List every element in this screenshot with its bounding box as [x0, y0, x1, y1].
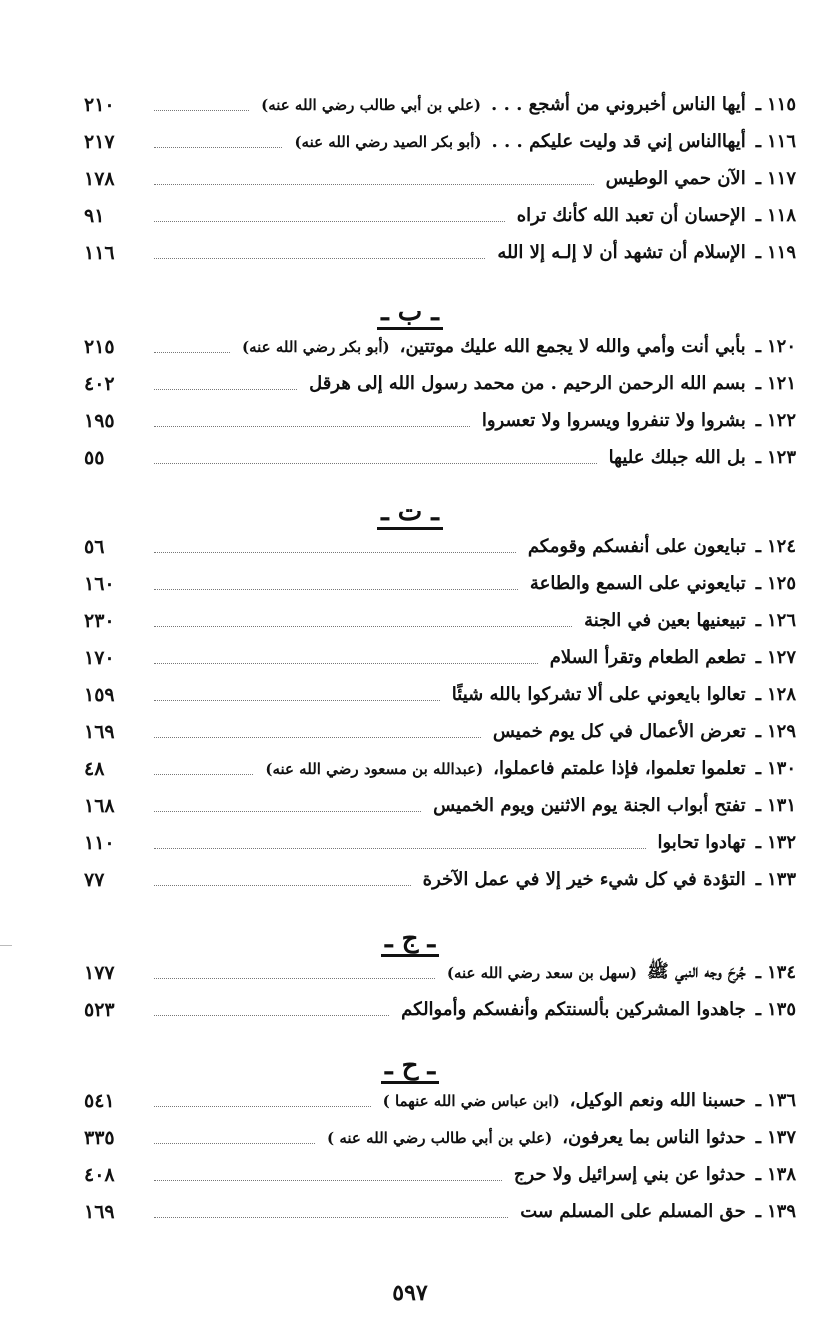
dot-leader	[154, 774, 253, 775]
entry-page-ref: ٤٨	[84, 757, 105, 780]
index-entry	[84, 328, 796, 365]
entry-text: تبيعنيها بعين في الجنة	[584, 610, 746, 631]
index-entry	[84, 713, 796, 750]
entry-text: حسبنا الله ونعم الوكيل،	[569, 1090, 746, 1111]
section-heading	[0, 297, 820, 330]
entry-page-ref: ١٦٩	[84, 720, 115, 743]
entry-list	[84, 1082, 796, 1230]
entry-page-ref: ٥٥	[84, 446, 105, 469]
entry-text: حق المسلم على المسلم ست	[520, 1201, 746, 1222]
entry-page-ref: ١٧٠	[84, 646, 115, 669]
entry-text: جاهدوا المشركين بألسنتكم وأنفسكم وأموالكم	[401, 999, 746, 1020]
entry-number: ١١٥	[766, 94, 796, 115]
entry-text: الآن حمي الوطيس	[605, 168, 746, 189]
entry-page-ref: ١٦٠	[84, 572, 115, 595]
entry-page-ref: ١٦٨	[84, 794, 115, 817]
entry-number: ١٢٤	[766, 536, 796, 557]
index-entry	[84, 160, 796, 197]
entry-page-ref: ١٧٨	[84, 167, 115, 190]
entry-list	[84, 528, 796, 898]
entry-page-ref: ١٥٩	[84, 683, 115, 706]
dot-leader	[154, 700, 440, 701]
entry-dash: ـ	[755, 795, 761, 816]
section-heading	[0, 497, 820, 530]
entry-page-ref: ١٧٧	[84, 961, 115, 984]
index-entry	[84, 1082, 796, 1119]
entry-number: ١٢٠	[766, 336, 796, 357]
entry-dash: ـ	[755, 758, 761, 779]
entry-number: ١٣٦	[766, 1090, 796, 1111]
entry-dash: ـ	[755, 205, 761, 226]
entry-dash: ـ	[755, 1127, 761, 1148]
index-entry	[84, 991, 796, 1028]
entry-page-ref: ١١٦	[84, 241, 115, 264]
index-entry	[84, 676, 796, 713]
entry-number: ١١٩	[766, 242, 796, 263]
entry-number: ١٣٥	[766, 999, 796, 1020]
entry-dash: ـ	[755, 721, 761, 742]
index-entry	[84, 1156, 796, 1193]
entry-number: ١٣١	[766, 795, 796, 816]
entry-page-ref: ٥٢٣	[84, 998, 115, 1021]
dot-leader	[154, 352, 230, 353]
entry-text: بشروا ولا تنفروا ويسروا ولا تعسروا	[481, 410, 746, 431]
entry-dash: ـ	[755, 410, 761, 431]
index-entry	[84, 1119, 796, 1156]
entry-text: جُرحَ وجه النبي ﷺ	[647, 960, 746, 982]
index-entry	[84, 750, 796, 787]
entry-number: ١٢٦	[766, 610, 796, 631]
entry-dash: ـ	[755, 1090, 761, 1111]
entry-attribution: (أبو بكر رضي الله عنه)	[241, 337, 390, 356]
entry-dash: ـ	[755, 447, 761, 468]
index-entry	[84, 787, 796, 824]
dot-leader	[154, 110, 249, 111]
entry-dash: ـ	[755, 131, 761, 152]
entry-text: تعرض الأعمال في كل يوم خميس	[492, 721, 746, 742]
entry-number: ١٢١	[766, 373, 796, 394]
entry-number: ١٢٩	[766, 721, 796, 742]
entry-page-ref: ٥٦	[84, 535, 105, 558]
entry-dash: ـ	[755, 573, 761, 594]
entry-number: ١١٦	[766, 131, 796, 152]
entry-number: ١٣٣	[766, 869, 796, 890]
entry-page-ref: ٢١٥	[84, 335, 115, 358]
entry-text: التؤدة في كل شيء خير إلا في عمل الآخرة	[422, 869, 746, 890]
dot-leader	[154, 1015, 389, 1016]
index-entry	[84, 602, 796, 639]
entry-dash: ـ	[755, 1164, 761, 1185]
entry-dash: ـ	[755, 684, 761, 705]
dot-leader	[154, 221, 505, 222]
entry-dash: ـ	[755, 373, 761, 394]
dot-leader	[154, 426, 470, 427]
section-letter: ـ ح ـ	[381, 1053, 439, 1084]
dot-leader	[154, 885, 411, 886]
entry-text: تبايعوني على السمع والطاعة	[529, 573, 746, 594]
index-entry	[84, 565, 796, 602]
entry-text: الإحسان أن تعبد الله كأنك تراه	[516, 205, 746, 226]
entry-page-ref: ٤٠٢	[84, 372, 115, 395]
entry-list	[84, 86, 796, 271]
dot-leader	[154, 626, 572, 627]
entry-attribution: (سهل بن سعد رضي الله عنه)	[446, 963, 638, 982]
entry-text: تعالوا بايعوني على ألا تشركوا بالله شيئًا	[451, 684, 746, 705]
entry-page-ref: ٤٠٨	[84, 1163, 115, 1186]
entry-text: تفتح أبواب الجنة يوم الاثنين ويوم الخميس	[433, 795, 746, 816]
entry-page-ref: ٢١٧	[84, 130, 115, 153]
entry-page-ref: ١٦٩	[84, 1200, 115, 1223]
index-entry	[84, 861, 796, 898]
entry-number: ١٣٩	[766, 1201, 796, 1222]
entry-dash: ـ	[755, 242, 761, 263]
entry-text: تطعم الطعام وتقرأ السلام	[549, 647, 746, 668]
dot-leader	[154, 1180, 502, 1181]
entry-number: ١٣٧	[766, 1127, 796, 1148]
entry-text: بسم الله الرحمن الرحيم . من محمد رسول الله إلى هرقل	[309, 373, 746, 394]
entry-number: ١٢٥	[766, 573, 796, 594]
entry-text: بأبي أنت وأمي والله لا يجمع الله عليك موتتين،	[399, 336, 746, 357]
entry-number: ١٣٠	[766, 758, 796, 779]
section-heading	[0, 924, 820, 957]
dot-leader	[154, 258, 485, 259]
entry-page-ref: ٧٧	[84, 868, 105, 891]
entry-number: ١٣٤	[766, 962, 796, 983]
entry-number: ١٢٧	[766, 647, 796, 668]
entry-number: ١١٧	[766, 168, 796, 189]
entry-text: تبايعون على أنفسكم وقومكم	[527, 536, 746, 557]
entry-attribution: (أبو بكر الصيد رضي الله عنه)	[294, 132, 482, 151]
entry-dash: ـ	[755, 999, 761, 1020]
dot-leader	[154, 811, 421, 812]
section-heading	[0, 1051, 820, 1084]
index-entry	[84, 234, 796, 271]
entry-dash: ـ	[755, 168, 761, 189]
dot-leader	[154, 147, 282, 148]
section-letter: ـ ج ـ	[381, 926, 439, 957]
entry-number: ١١٨	[766, 205, 796, 226]
entry-page-ref: ٥٤١	[84, 1089, 115, 1112]
entry-text: بل الله جبلك عليها	[608, 447, 746, 468]
entry-number: ١٣٨	[766, 1164, 796, 1185]
entry-number: ١٣٢	[766, 832, 796, 853]
entry-attribution: (علي بن أبي طالب رضي الله عنه)	[261, 95, 482, 114]
entry-dash: ـ	[755, 536, 761, 557]
index-entry	[84, 197, 796, 234]
entry-page-ref: ١١٠	[84, 831, 115, 854]
entry-text: حدثوا عن بني إسرائيل ولا حرج	[513, 1164, 746, 1185]
entry-number: ١٢٢	[766, 410, 796, 431]
entry-list	[84, 328, 796, 476]
entry-text: أيهاالناس إني قد وليت عليكم . . .	[491, 131, 746, 152]
entry-text: أيها الناس أخبروني من أشجع . . .	[491, 94, 746, 115]
dot-leader	[154, 1106, 371, 1107]
dot-leader	[154, 978, 435, 979]
dot-leader	[154, 1217, 508, 1218]
entry-page-ref: ١٩٥	[84, 409, 115, 432]
index-entry	[84, 824, 796, 861]
page-number: ٥٩٧	[392, 1280, 428, 1306]
entry-page-ref: ٢١٠	[84, 93, 115, 116]
dot-leader	[154, 848, 646, 849]
dot-leader	[154, 663, 538, 664]
entry-list	[84, 954, 796, 1028]
entry-text: حدثوا الناس بما يعرفون،	[562, 1127, 746, 1148]
margin-mark	[0, 945, 12, 946]
index-entry	[84, 439, 796, 476]
entry-dash: ـ	[755, 610, 761, 631]
index-entry	[84, 1193, 796, 1230]
entry-attribution: (علي بن أبي طالب رضي الله عنه )	[327, 1128, 553, 1147]
entry-dash: ـ	[755, 832, 761, 853]
dot-leader	[154, 1143, 315, 1144]
entry-dash: ـ	[755, 336, 761, 357]
index-entry	[84, 639, 796, 676]
dot-leader	[154, 737, 481, 738]
entry-attribution: (عبدالله بن مسعود رضي الله عنه)	[265, 759, 484, 778]
index-entry	[84, 123, 796, 160]
entry-dash: ـ	[755, 869, 761, 890]
entry-number: ١٢٨	[766, 684, 796, 705]
entry-page-ref: ٣٣٥	[84, 1126, 115, 1149]
entry-text: تهادوا تحابوا	[657, 832, 746, 853]
entry-text: تعلموا تعلموا، فإذا علمتم فاعملوا،	[493, 758, 746, 779]
index-entry	[84, 365, 796, 402]
dot-leader	[154, 184, 594, 185]
section-letter: ـ ت ـ	[377, 499, 443, 530]
entry-text: الإسلام أن تشهد أن لا إلـه إلا الله	[497, 242, 746, 263]
dot-leader	[154, 552, 516, 553]
entry-page-ref: ٩١	[84, 204, 105, 227]
section-letter: ـ ب ـ	[377, 299, 443, 330]
dot-leader	[154, 589, 518, 590]
entry-dash: ـ	[755, 647, 761, 668]
index-entry	[84, 954, 796, 991]
entry-dash: ـ	[755, 94, 761, 115]
entry-page-ref: ٢٣٠	[84, 609, 115, 632]
entry-dash: ـ	[755, 1201, 761, 1222]
entry-dash: ـ	[755, 962, 761, 983]
entry-attribution: (ابن عباس ضي الله عنهما )	[382, 1091, 560, 1110]
index-entry	[84, 402, 796, 439]
index-entry	[84, 86, 796, 123]
index-entry	[84, 528, 796, 565]
dot-leader	[154, 389, 297, 390]
entry-number: ١٢٣	[766, 447, 796, 468]
dot-leader	[154, 463, 597, 464]
